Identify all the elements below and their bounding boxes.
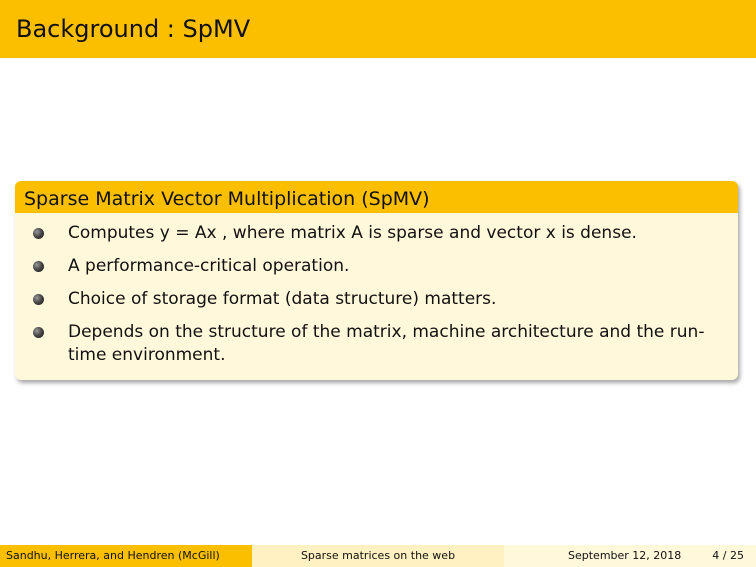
- footer-date-segment: [504, 545, 756, 567]
- block-body: [15, 213, 738, 367]
- footer-title-segment: [252, 545, 504, 567]
- list-item-text: Depends on the structure of the matrix, machine architecture and the run-time environment.: [68, 322, 705, 365]
- footer-short-title: Sparse matrices on the web: [300, 549, 456, 562]
- footer-authors: Sandhu, Herrera, and Hendren (McGill): [6, 549, 220, 562]
- list-item-text: Computes y = Ax , where matrix A is sparse and vector x is dense.: [68, 223, 637, 243]
- slide-title: Background : SpMV: [16, 15, 251, 43]
- slide-footer: [0, 545, 756, 567]
- block-title: Sparse Matrix Vector Multiplication (SpMV): [24, 188, 430, 210]
- bullet-icon: [33, 228, 44, 239]
- page-number: 4 / 25: [712, 549, 744, 562]
- list-item: [15, 288, 738, 311]
- footer-date: September 12, 2018: [568, 549, 682, 562]
- definition-block: [15, 181, 738, 380]
- list-item: [15, 321, 738, 367]
- bullet-icon: [33, 327, 44, 338]
- footer-authors-segment: [0, 545, 252, 567]
- bullet-icon: [33, 261, 44, 272]
- list-item: [15, 222, 738, 245]
- list-item-text: Choice of storage format (data structure) matters.: [68, 289, 497, 309]
- block-header: [15, 181, 738, 213]
- slide-title-bar: [0, 0, 756, 58]
- bullet-icon: [33, 294, 44, 305]
- list-item: [15, 255, 738, 278]
- list-item-text: A performance-critical operation.: [68, 256, 350, 276]
